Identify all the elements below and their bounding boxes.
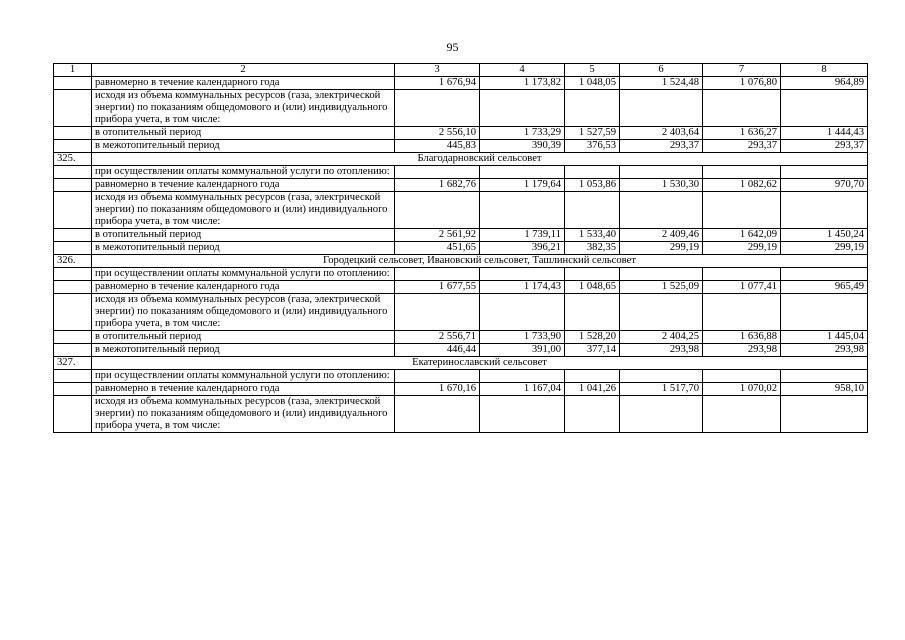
value-cell: 1 733,29 [480,127,565,140]
table-row [54,166,868,179]
row-label: равномерно в течение календарного года [92,281,395,294]
value-cell: 293,98 [703,344,781,357]
empty-cell [620,396,703,433]
row-number [54,281,92,294]
value-cell: 376,53 [565,140,620,153]
column-number: 7 [703,64,781,77]
empty-cell [565,396,620,433]
value-cell: 1 070,02 [703,383,781,396]
empty-cell [781,90,868,127]
empty-cell [480,396,565,433]
value-cell: 2 556,10 [395,127,480,140]
empty-cell [703,192,781,229]
row-number [54,294,92,331]
table-row [54,140,868,153]
table-row [54,268,868,281]
empty-cell [781,294,868,331]
empty-cell [703,268,781,281]
empty-cell [395,396,480,433]
empty-cell [395,166,480,179]
row-number [54,140,92,153]
row-label: в межотопительный период [92,344,395,357]
value-cell: 377,14 [565,344,620,357]
value-cell: 1 445,04 [781,331,868,344]
value-cell: 1 444,43 [781,127,868,140]
value-cell: 2 556,71 [395,331,480,344]
value-cell: 1 041,26 [565,383,620,396]
empty-cell [480,90,565,127]
table-row [54,90,868,127]
value-cell: 1 048,65 [565,281,620,294]
table-row [54,281,868,294]
row-label: в отопительный период [92,331,395,344]
column-number-row [54,64,868,77]
empty-cell [703,294,781,331]
table-row [54,127,868,140]
row-number [54,344,92,357]
value-cell: 1 682,76 [395,179,480,192]
value-cell: 396,21 [480,242,565,255]
value-cell: 293,98 [781,344,868,357]
section-row [54,255,868,268]
value-cell: 2 403,64 [620,127,703,140]
empty-cell [565,294,620,331]
empty-cell [781,370,868,383]
value-cell: 293,37 [781,140,868,153]
empty-cell [620,294,703,331]
value-cell: 965,49 [781,281,868,294]
row-label: исходя из объема коммунальных ресурсов (газа, электрической энергии) по показаниям общедомового и (или) индивидуального прибора учета, в том числе: [92,396,395,433]
section-row [54,153,868,166]
empty-cell [480,294,565,331]
empty-cell [565,192,620,229]
empty-cell [480,166,565,179]
value-cell: 1 733,90 [480,331,565,344]
row-number [54,229,92,242]
table-row [54,383,868,396]
value-cell: 1 167,04 [480,383,565,396]
row-number [54,331,92,344]
value-cell: 390,39 [480,140,565,153]
row-number [54,268,92,281]
empty-cell [565,370,620,383]
column-number: 5 [565,64,620,77]
row-label: в межотопительный период [92,140,395,153]
row-number [54,192,92,229]
empty-cell [565,166,620,179]
value-cell: 1 642,09 [703,229,781,242]
value-cell: 1 076,80 [703,77,781,90]
table-row [54,396,868,433]
table-row [54,370,868,383]
value-cell: 391,00 [480,344,565,357]
value-cell: 451,65 [395,242,480,255]
value-cell: 1 082,62 [703,179,781,192]
value-cell: 964,89 [781,77,868,90]
row-number [54,242,92,255]
value-cell: 1 677,55 [395,281,480,294]
empty-cell [480,268,565,281]
value-cell: 1 173,82 [480,77,565,90]
value-cell: 2 561,92 [395,229,480,242]
section-number: 326. [54,255,92,268]
value-cell: 382,35 [565,242,620,255]
table-row [54,179,868,192]
empty-cell [565,90,620,127]
value-cell: 293,37 [703,140,781,153]
row-label: равномерно в течение календарного года [92,77,395,90]
value-cell: 1 636,88 [703,331,781,344]
empty-cell [781,268,868,281]
section-number: 327. [54,357,92,370]
value-cell: 1 528,20 [565,331,620,344]
section-title: Екатеринославский сельсовет [92,357,868,370]
row-label: при осуществлении оплаты коммунальной услуги по отоплению: [92,166,395,179]
column-number: 6 [620,64,703,77]
table-row [54,192,868,229]
row-label: равномерно в течение календарного года [92,383,395,396]
value-cell: 293,98 [620,344,703,357]
value-cell: 446,44 [395,344,480,357]
value-cell: 2 404,25 [620,331,703,344]
column-number: 8 [781,64,868,77]
row-number [54,383,92,396]
row-number [54,166,92,179]
empty-cell [620,370,703,383]
empty-cell [781,166,868,179]
empty-cell [395,294,480,331]
empty-cell [703,90,781,127]
value-cell: 1 179,64 [480,179,565,192]
empty-cell [703,396,781,433]
value-cell: 1 636,27 [703,127,781,140]
column-number: 3 [395,64,480,77]
section-number: 325. [54,153,92,166]
page-number: 95 [446,40,459,54]
empty-cell [620,166,703,179]
value-cell: 1 053,86 [565,179,620,192]
row-label: в отопительный период [92,127,395,140]
row-label: исходя из объема коммунальных ресурсов (газа, электрической энергии) по показаниям общедомового и (или) индивидуального прибора учета, в том числе: [92,294,395,331]
value-cell: 1 676,94 [395,77,480,90]
section-title: Городецкий сельсовет, Ивановский сельсовет, Ташлинский сельсовет [92,255,868,268]
value-cell: 1 077,41 [703,281,781,294]
table-body [54,64,868,433]
row-label: в отопительный период [92,229,395,242]
row-number [54,396,92,433]
value-cell: 1 524,48 [620,77,703,90]
value-cell: 1 533,40 [565,229,620,242]
value-cell: 1 527,59 [565,127,620,140]
empty-cell [480,192,565,229]
row-number [54,90,92,127]
empty-cell [703,166,781,179]
empty-cell [480,370,565,383]
value-cell: 1 517,70 [620,383,703,396]
empty-cell [565,268,620,281]
value-cell: 1 525,09 [620,281,703,294]
empty-cell [781,192,868,229]
tariff-table [53,63,868,433]
value-cell: 445,83 [395,140,480,153]
value-cell: 1 739,11 [480,229,565,242]
table-row [54,229,868,242]
value-cell: 2 409,46 [620,229,703,242]
row-number [54,127,92,140]
column-number: 2 [92,64,395,77]
empty-cell [395,268,480,281]
empty-cell [781,396,868,433]
value-cell: 970,70 [781,179,868,192]
empty-cell [620,90,703,127]
value-cell: 1 048,05 [565,77,620,90]
value-cell: 1 670,16 [395,383,480,396]
row-label: исходя из объема коммунальных ресурсов (газа, электрической энергии) по показаниям общедомового и (или) индивидуального прибора учета, в том числе: [92,90,395,127]
empty-cell [395,90,480,127]
value-cell: 1 530,30 [620,179,703,192]
table-row [54,331,868,344]
row-label: в межотопительный период [92,242,395,255]
empty-cell [620,192,703,229]
row-number [54,370,92,383]
table-row [54,344,868,357]
column-number: 4 [480,64,565,77]
row-label: при осуществлении оплаты коммунальной услуги по отоплению: [92,268,395,281]
row-label: при осуществлении оплаты коммунальной услуги по отоплению: [92,370,395,383]
section-row [54,357,868,370]
row-label: равномерно в течение календарного года [92,179,395,192]
value-cell: 293,37 [620,140,703,153]
table-row [54,294,868,331]
value-cell: 299,19 [703,242,781,255]
empty-cell [703,370,781,383]
empty-cell [395,192,480,229]
section-title: Благодарновский сельсовет [92,153,868,166]
value-cell: 299,19 [620,242,703,255]
table-row [54,77,868,90]
empty-cell [620,268,703,281]
row-label: исходя из объема коммунальных ресурсов (газа, электрической энергии) по показаниям общедомового и (или) индивидуального прибора учета, в том числе: [92,192,395,229]
empty-cell [395,370,480,383]
value-cell: 1 174,43 [480,281,565,294]
table-row [54,242,868,255]
row-number [54,179,92,192]
column-number: 1 [54,64,92,77]
value-cell: 299,19 [781,242,868,255]
value-cell: 1 450,24 [781,229,868,242]
row-number [54,77,92,90]
value-cell: 958,10 [781,383,868,396]
